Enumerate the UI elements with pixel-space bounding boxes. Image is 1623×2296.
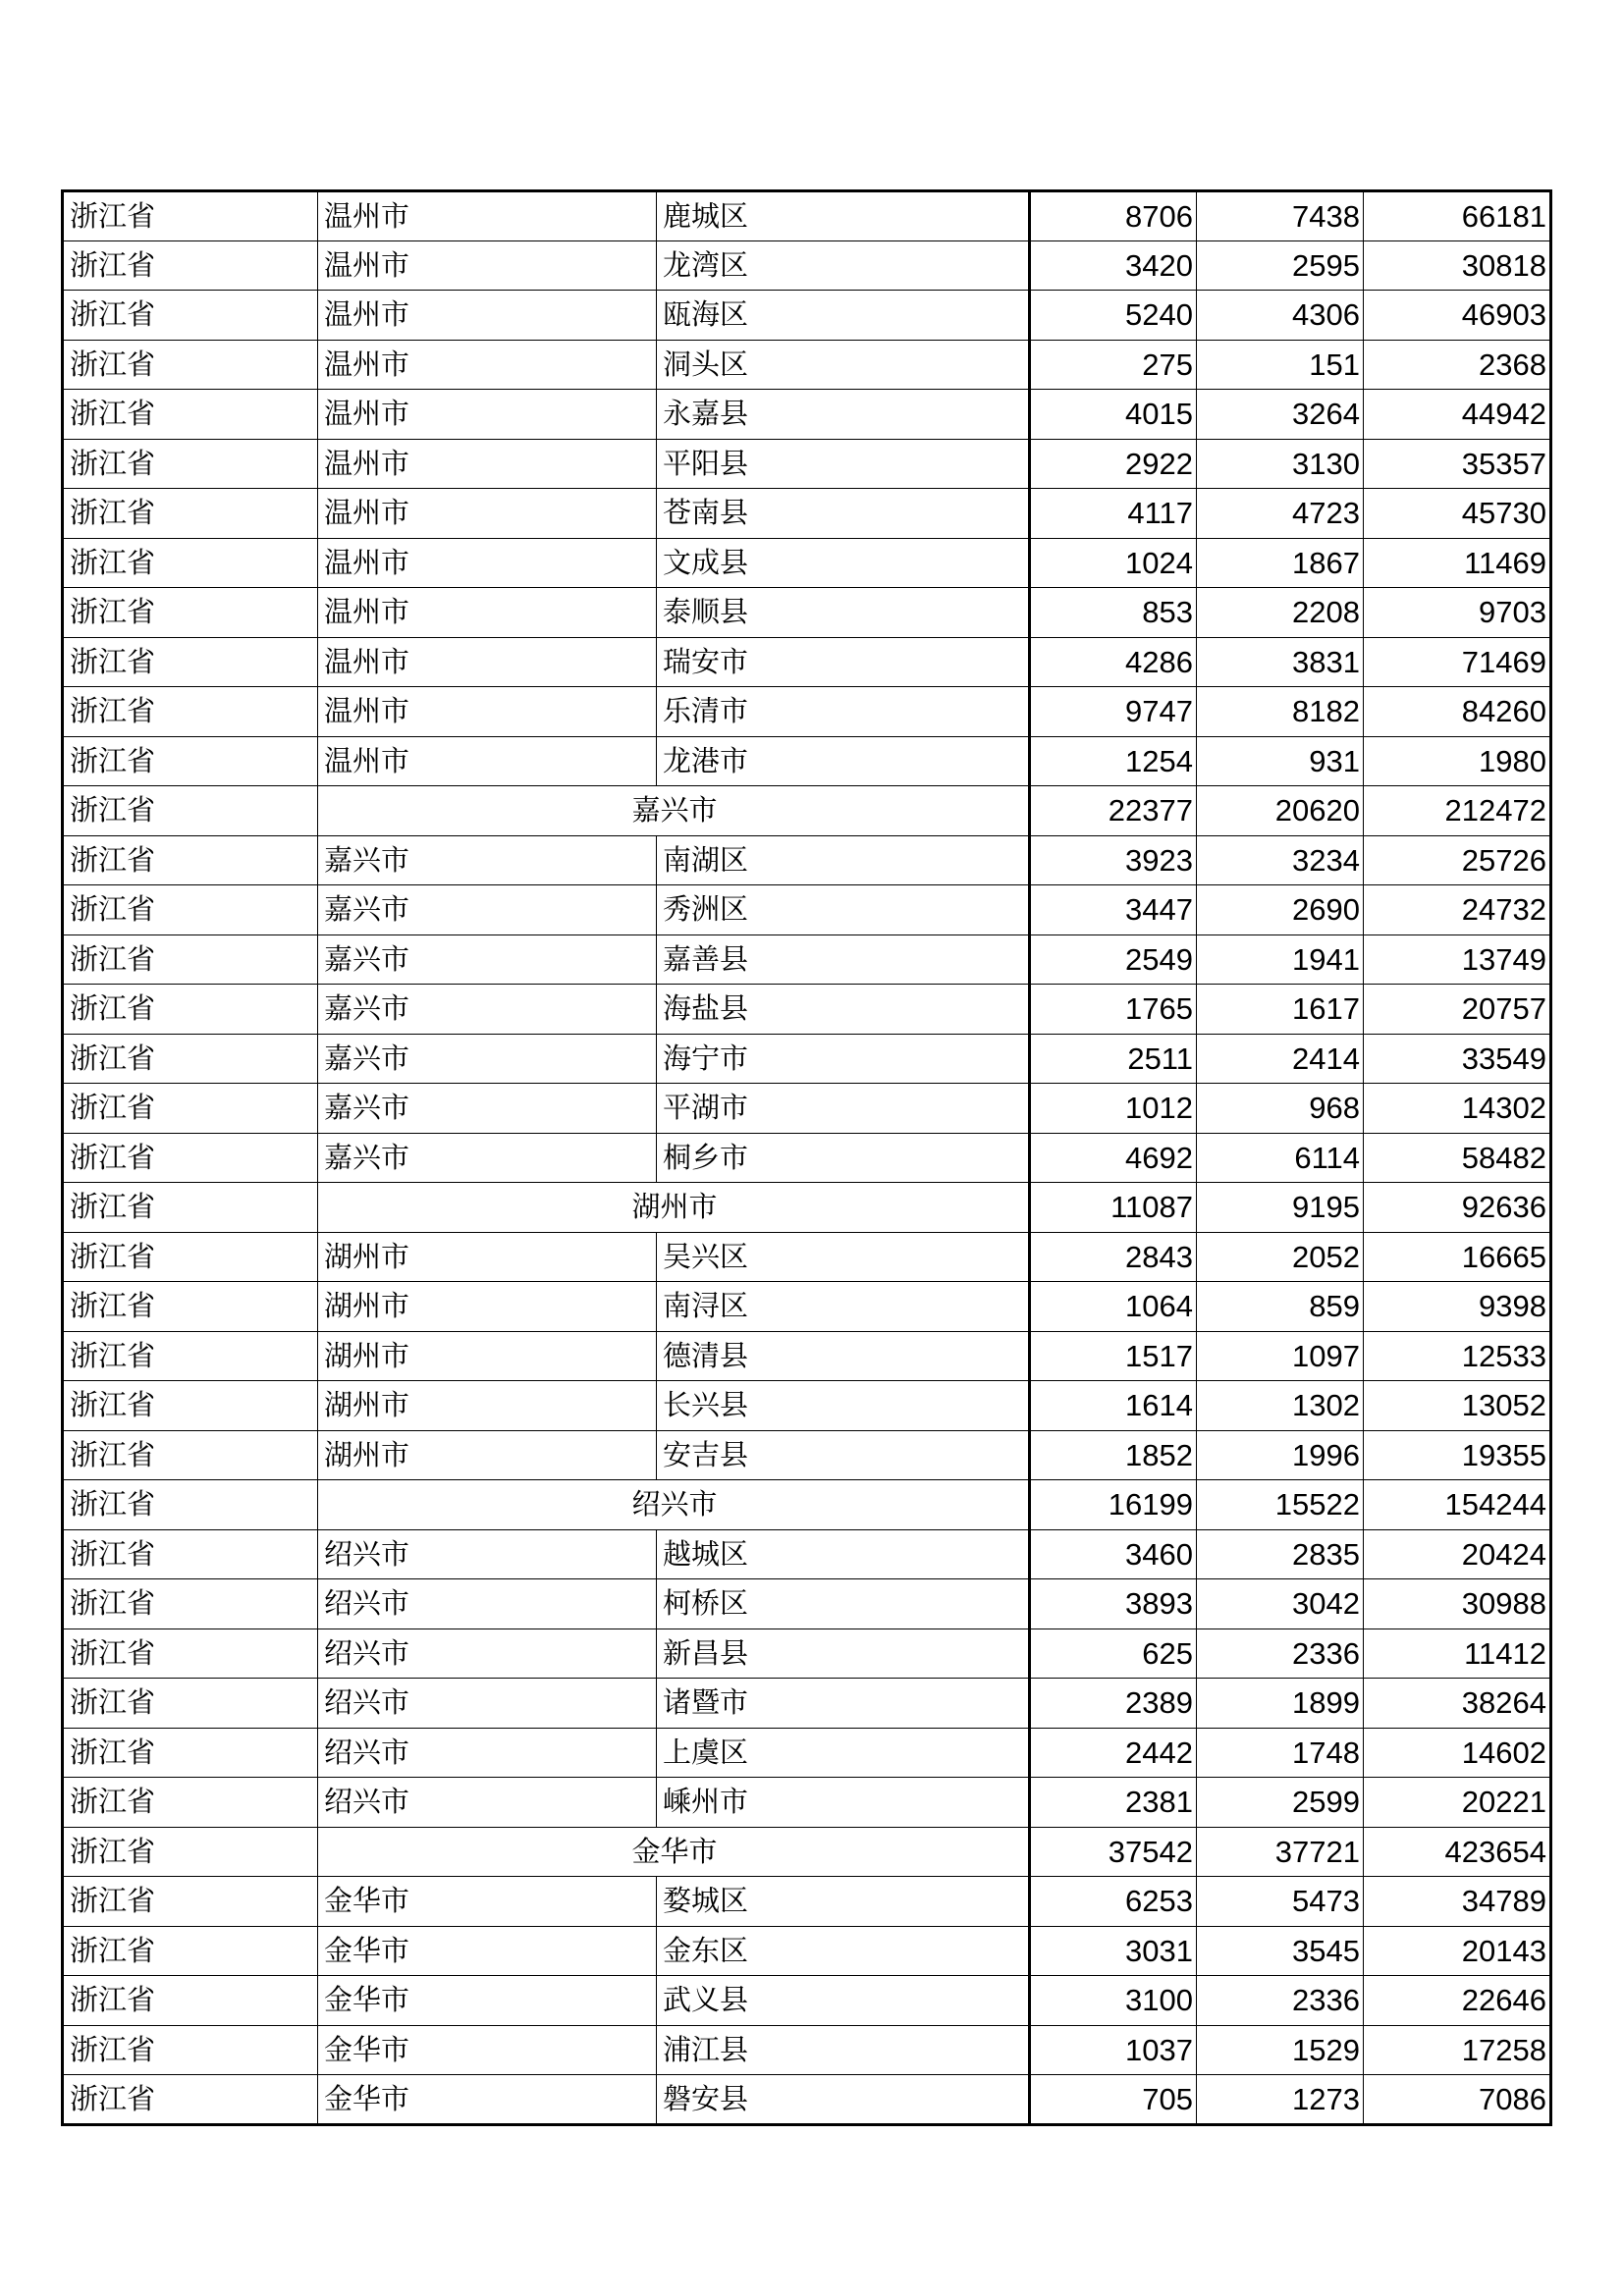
value-cell-2: 6114: [1197, 1133, 1364, 1183]
value-cell-1: 1852: [1030, 1430, 1197, 1480]
value-cell-3: 7086: [1364, 2075, 1551, 2125]
city-cell: 嘉兴市: [318, 985, 657, 1035]
value-cell-3: 30988: [1364, 1579, 1551, 1629]
value-cell-2: 4306: [1197, 291, 1364, 341]
table-row: [63, 1529, 1551, 1579]
city-cell: 温州市: [318, 390, 657, 440]
province-cell: 浙江省: [63, 687, 318, 737]
value-cell-1: 2922: [1030, 439, 1197, 489]
value-cell-3: 14302: [1364, 1084, 1551, 1134]
city-cell: 绍兴市: [318, 1579, 657, 1629]
table-row: [63, 340, 1551, 390]
city-cell: 温州市: [318, 340, 657, 390]
county-cell: 桐乡市: [657, 1133, 1030, 1183]
value-cell-1: 3460: [1030, 1529, 1197, 1579]
value-cell-2: 3831: [1197, 637, 1364, 687]
city-cell: 金华市: [318, 1976, 657, 2026]
value-cell-3: 46903: [1364, 291, 1551, 341]
value-cell-1: 37542: [1030, 1827, 1197, 1877]
table-row: [63, 885, 1551, 935]
province-cell: 浙江省: [63, 489, 318, 539]
province-cell: 浙江省: [63, 1133, 318, 1183]
value-cell-2: 37721: [1197, 1827, 1364, 1877]
province-cell: 浙江省: [63, 588, 318, 638]
value-cell-3: 33549: [1364, 1034, 1551, 1084]
province-cell: 浙江省: [63, 2025, 318, 2075]
value-cell-2: 2599: [1197, 1778, 1364, 1828]
county-cell: 永嘉县: [657, 390, 1030, 440]
city-cell: 嘉兴市: [318, 934, 657, 985]
table-row: [63, 1034, 1551, 1084]
table-row: [63, 985, 1551, 1035]
table-row: [63, 588, 1551, 638]
city-cell: 嘉兴市: [318, 1034, 657, 1084]
value-cell-3: 45730: [1364, 489, 1551, 539]
county-cell: 德清县: [657, 1331, 1030, 1381]
value-cell-3: 11469: [1364, 538, 1551, 588]
value-cell-2: 3545: [1197, 1926, 1364, 1976]
city-cell: 嘉兴市: [318, 835, 657, 885]
city-cell: 温州市: [318, 736, 657, 786]
value-cell-1: 2389: [1030, 1679, 1197, 1729]
province-cell: 浙江省: [63, 1331, 318, 1381]
value-cell-2: 3264: [1197, 390, 1364, 440]
city-total-cell: 绍兴市: [318, 1480, 1030, 1530]
county-cell: 南浔区: [657, 1282, 1030, 1332]
province-cell: 浙江省: [63, 1529, 318, 1579]
table-row: [63, 1381, 1551, 1431]
value-cell-2: 2690: [1197, 885, 1364, 935]
value-cell-3: 19355: [1364, 1430, 1551, 1480]
county-cell: 诸暨市: [657, 1679, 1030, 1729]
county-cell: 平阳县: [657, 439, 1030, 489]
table-row: [63, 637, 1551, 687]
value-cell-1: 2511: [1030, 1034, 1197, 1084]
province-cell: 浙江省: [63, 835, 318, 885]
province-cell: 浙江省: [63, 786, 318, 836]
county-cell: 平湖市: [657, 1084, 1030, 1134]
province-cell: 浙江省: [63, 885, 318, 935]
value-cell-2: 859: [1197, 1282, 1364, 1332]
city-cell: 嘉兴市: [318, 885, 657, 935]
table-row: [63, 1877, 1551, 1927]
value-cell-2: 3130: [1197, 439, 1364, 489]
city-cell: 温州市: [318, 439, 657, 489]
value-cell-1: 1614: [1030, 1381, 1197, 1431]
county-cell: 嵊州市: [657, 1778, 1030, 1828]
value-cell-3: 66181: [1364, 191, 1551, 241]
value-cell-1: 5240: [1030, 291, 1197, 341]
value-cell-1: 9747: [1030, 687, 1197, 737]
city-summary-row: [63, 1480, 1551, 1530]
value-cell-3: 20757: [1364, 985, 1551, 1035]
province-cell: 浙江省: [63, 240, 318, 291]
table-row: [63, 1430, 1551, 1480]
province-cell: 浙江省: [63, 1430, 318, 1480]
value-cell-3: 25726: [1364, 835, 1551, 885]
value-cell-2: 20620: [1197, 786, 1364, 836]
value-cell-3: 34789: [1364, 1877, 1551, 1927]
province-cell: 浙江省: [63, 1381, 318, 1431]
city-summary-row: [63, 1183, 1551, 1233]
value-cell-3: 14602: [1364, 1728, 1551, 1778]
county-cell: 瓯海区: [657, 291, 1030, 341]
table-row: [63, 489, 1551, 539]
value-cell-1: 11087: [1030, 1183, 1197, 1233]
county-cell: 嘉善县: [657, 934, 1030, 985]
province-cell: 浙江省: [63, 191, 318, 241]
value-cell-1: 1517: [1030, 1331, 1197, 1381]
value-cell-2: 2336: [1197, 1629, 1364, 1679]
value-cell-3: 11412: [1364, 1629, 1551, 1679]
province-cell: 浙江省: [63, 1282, 318, 1332]
value-cell-2: 1996: [1197, 1430, 1364, 1480]
county-cell: 南湖区: [657, 835, 1030, 885]
province-cell: 浙江省: [63, 390, 318, 440]
value-cell-2: 2208: [1197, 588, 1364, 638]
value-cell-2: 7438: [1197, 191, 1364, 241]
value-cell-3: 22646: [1364, 1976, 1551, 2026]
province-cell: 浙江省: [63, 291, 318, 341]
value-cell-2: 931: [1197, 736, 1364, 786]
value-cell-2: 3042: [1197, 1579, 1364, 1629]
table-row: [63, 1728, 1551, 1778]
province-cell: 浙江省: [63, 2075, 318, 2125]
county-cell: 新昌县: [657, 1629, 1030, 1679]
county-cell: 长兴县: [657, 1381, 1030, 1431]
city-cell: 绍兴市: [318, 1728, 657, 1778]
province-cell: 浙江省: [63, 1778, 318, 1828]
county-cell: 龙湾区: [657, 240, 1030, 291]
city-cell: 湖州市: [318, 1331, 657, 1381]
county-cell: 安吉县: [657, 1430, 1030, 1480]
value-cell-1: 1254: [1030, 736, 1197, 786]
table-row: [63, 2025, 1551, 2075]
value-cell-1: 16199: [1030, 1480, 1197, 1530]
table-row: [63, 1232, 1551, 1282]
value-cell-3: 13749: [1364, 934, 1551, 985]
value-cell-3: 71469: [1364, 637, 1551, 687]
value-cell-1: 2843: [1030, 1232, 1197, 1282]
city-cell: 温州市: [318, 538, 657, 588]
value-cell-1: 4015: [1030, 390, 1197, 440]
table-row: [63, 2075, 1551, 2125]
province-cell: 浙江省: [63, 1232, 318, 1282]
table-row: [63, 1282, 1551, 1332]
city-cell: 温州市: [318, 291, 657, 341]
city-cell: 金华市: [318, 1926, 657, 1976]
county-cell: 龙港市: [657, 736, 1030, 786]
province-cell: 浙江省: [63, 1827, 318, 1877]
table-row: [63, 291, 1551, 341]
table-row: [63, 1926, 1551, 1976]
county-cell: 浦江县: [657, 2025, 1030, 2075]
county-cell: 秀洲区: [657, 885, 1030, 935]
city-cell: 金华市: [318, 2025, 657, 2075]
table-row: [63, 1331, 1551, 1381]
value-cell-1: 2442: [1030, 1728, 1197, 1778]
value-cell-3: 9398: [1364, 1282, 1551, 1332]
value-cell-1: 275: [1030, 340, 1197, 390]
value-cell-2: 1748: [1197, 1728, 1364, 1778]
table-row: [63, 390, 1551, 440]
province-cell: 浙江省: [63, 1728, 318, 1778]
value-cell-3: 17258: [1364, 2025, 1551, 2075]
county-cell: 越城区: [657, 1529, 1030, 1579]
value-cell-1: 1765: [1030, 985, 1197, 1035]
city-cell: 绍兴市: [318, 1778, 657, 1828]
county-cell: 磐安县: [657, 2075, 1030, 2125]
table-row: [63, 1084, 1551, 1134]
city-cell: 湖州市: [318, 1430, 657, 1480]
value-cell-2: 2414: [1197, 1034, 1364, 1084]
value-cell-2: 151: [1197, 340, 1364, 390]
province-cell: 浙江省: [63, 1679, 318, 1729]
value-cell-1: 2549: [1030, 934, 1197, 985]
province-cell: 浙江省: [63, 340, 318, 390]
value-cell-2: 15522: [1197, 1480, 1364, 1530]
city-total-cell: 嘉兴市: [318, 786, 1030, 836]
county-cell: 瑞安市: [657, 637, 1030, 687]
value-cell-2: 1273: [1197, 2075, 1364, 2125]
table-row: [63, 934, 1551, 985]
value-cell-3: 154244: [1364, 1480, 1551, 1530]
province-cell: 浙江省: [63, 1976, 318, 2026]
city-cell: 嘉兴市: [318, 1084, 657, 1134]
city-cell: 温州市: [318, 687, 657, 737]
value-cell-1: 3893: [1030, 1579, 1197, 1629]
city-cell: 温州市: [318, 240, 657, 291]
value-cell-1: 705: [1030, 2075, 1197, 2125]
city-summary-row: [63, 786, 1551, 836]
value-cell-2: 1529: [1197, 2025, 1364, 2075]
value-cell-2: 1617: [1197, 985, 1364, 1035]
value-cell-3: 84260: [1364, 687, 1551, 737]
city-cell: 湖州市: [318, 1381, 657, 1431]
value-cell-3: 13052: [1364, 1381, 1551, 1431]
value-cell-3: 58482: [1364, 1133, 1551, 1183]
value-cell-2: 8182: [1197, 687, 1364, 737]
value-cell-3: 1980: [1364, 736, 1551, 786]
value-cell-3: 20424: [1364, 1529, 1551, 1579]
province-cell: 浙江省: [63, 1629, 318, 1679]
value-cell-3: 30818: [1364, 240, 1551, 291]
province-cell: 浙江省: [63, 985, 318, 1035]
city-cell: 金华市: [318, 2075, 657, 2125]
value-cell-1: 1037: [1030, 2025, 1197, 2075]
city-total-cell: 金华市: [318, 1827, 1030, 1877]
city-cell: 湖州市: [318, 1232, 657, 1282]
county-cell: 婺城区: [657, 1877, 1030, 1927]
value-cell-1: 3100: [1030, 1976, 1197, 2026]
city-cell: 绍兴市: [318, 1679, 657, 1729]
value-cell-1: 1064: [1030, 1282, 1197, 1332]
value-cell-2: 1097: [1197, 1331, 1364, 1381]
table-row: [63, 1629, 1551, 1679]
value-cell-1: 3420: [1030, 240, 1197, 291]
value-cell-2: 1302: [1197, 1381, 1364, 1431]
table-row: [63, 240, 1551, 291]
province-cell: 浙江省: [63, 934, 318, 985]
county-cell: 金东区: [657, 1926, 1030, 1976]
city-cell: 湖州市: [318, 1282, 657, 1332]
value-cell-1: 4692: [1030, 1133, 1197, 1183]
table-body: [63, 191, 1551, 2125]
province-cell: 浙江省: [63, 1877, 318, 1927]
county-cell: 乐清市: [657, 687, 1030, 737]
table-row: [63, 1133, 1551, 1183]
value-cell-3: 212472: [1364, 786, 1551, 836]
data-table: [61, 189, 1552, 2126]
county-cell: 泰顺县: [657, 588, 1030, 638]
county-cell: 海宁市: [657, 1034, 1030, 1084]
city-cell: 金华市: [318, 1877, 657, 1927]
county-cell: 海盐县: [657, 985, 1030, 1035]
value-cell-2: 2336: [1197, 1976, 1364, 2026]
value-cell-2: 968: [1197, 1084, 1364, 1134]
county-cell: 文成县: [657, 538, 1030, 588]
value-cell-3: 44942: [1364, 390, 1551, 440]
province-cell: 浙江省: [63, 1480, 318, 1530]
value-cell-2: 2052: [1197, 1232, 1364, 1282]
table-row: [63, 687, 1551, 737]
value-cell-2: 2595: [1197, 240, 1364, 291]
value-cell-3: 20221: [1364, 1778, 1551, 1828]
province-cell: 浙江省: [63, 1183, 318, 1233]
county-cell: 洞头区: [657, 340, 1030, 390]
value-cell-3: 16665: [1364, 1232, 1551, 1282]
value-cell-1: 6253: [1030, 1877, 1197, 1927]
city-cell: 嘉兴市: [318, 1133, 657, 1183]
value-cell-2: 1899: [1197, 1679, 1364, 1729]
value-cell-1: 3447: [1030, 885, 1197, 935]
county-cell: 苍南县: [657, 489, 1030, 539]
value-cell-3: 9703: [1364, 588, 1551, 638]
province-cell: 浙江省: [63, 538, 318, 588]
city-cell: 绍兴市: [318, 1529, 657, 1579]
province-cell: 浙江省: [63, 1926, 318, 1976]
value-cell-3: 423654: [1364, 1827, 1551, 1877]
city-cell: 温州市: [318, 489, 657, 539]
value-cell-2: 9195: [1197, 1183, 1364, 1233]
value-cell-2: 4723: [1197, 489, 1364, 539]
city-summary-row: [63, 1827, 1551, 1877]
county-cell: 武义县: [657, 1976, 1030, 2026]
value-cell-3: 12533: [1364, 1331, 1551, 1381]
table-row: [63, 835, 1551, 885]
value-cell-1: 4117: [1030, 489, 1197, 539]
province-cell: 浙江省: [63, 1034, 318, 1084]
value-cell-1: 3923: [1030, 835, 1197, 885]
value-cell-3: 2368: [1364, 340, 1551, 390]
city-cell: 温州市: [318, 637, 657, 687]
province-cell: 浙江省: [63, 1084, 318, 1134]
province-cell: 浙江省: [63, 1579, 318, 1629]
table-row: [63, 1679, 1551, 1729]
county-cell: 吴兴区: [657, 1232, 1030, 1282]
city-cell: 绍兴市: [318, 1629, 657, 1679]
table-row: [63, 1579, 1551, 1629]
value-cell-1: 4286: [1030, 637, 1197, 687]
value-cell-1: 853: [1030, 588, 1197, 638]
value-cell-2: 5473: [1197, 1877, 1364, 1927]
value-cell-1: 625: [1030, 1629, 1197, 1679]
value-cell-1: 1024: [1030, 538, 1197, 588]
county-cell: 上虞区: [657, 1728, 1030, 1778]
city-cell: 温州市: [318, 191, 657, 241]
city-cell: 温州市: [318, 588, 657, 638]
value-cell-2: 1941: [1197, 934, 1364, 985]
table-row: [63, 538, 1551, 588]
county-cell: 鹿城区: [657, 191, 1030, 241]
table-row: [63, 439, 1551, 489]
value-cell-3: 92636: [1364, 1183, 1551, 1233]
value-cell-3: 24732: [1364, 885, 1551, 935]
table-row: [63, 1976, 1551, 2026]
value-cell-2: 3234: [1197, 835, 1364, 885]
value-cell-3: 35357: [1364, 439, 1551, 489]
value-cell-1: 22377: [1030, 786, 1197, 836]
county-cell: 柯桥区: [657, 1579, 1030, 1629]
city-total-cell: 湖州市: [318, 1183, 1030, 1233]
province-cell: 浙江省: [63, 736, 318, 786]
table-row: [63, 736, 1551, 786]
table-row: [63, 191, 1551, 241]
value-cell-1: 8706: [1030, 191, 1197, 241]
value-cell-1: 2381: [1030, 1778, 1197, 1828]
value-cell-1: 1012: [1030, 1084, 1197, 1134]
value-cell-1: 3031: [1030, 1926, 1197, 1976]
province-cell: 浙江省: [63, 439, 318, 489]
value-cell-3: 38264: [1364, 1679, 1551, 1729]
province-cell: 浙江省: [63, 637, 318, 687]
table-row: [63, 1778, 1551, 1828]
value-cell-3: 20143: [1364, 1926, 1551, 1976]
value-cell-2: 2835: [1197, 1529, 1364, 1579]
value-cell-2: 1867: [1197, 538, 1364, 588]
